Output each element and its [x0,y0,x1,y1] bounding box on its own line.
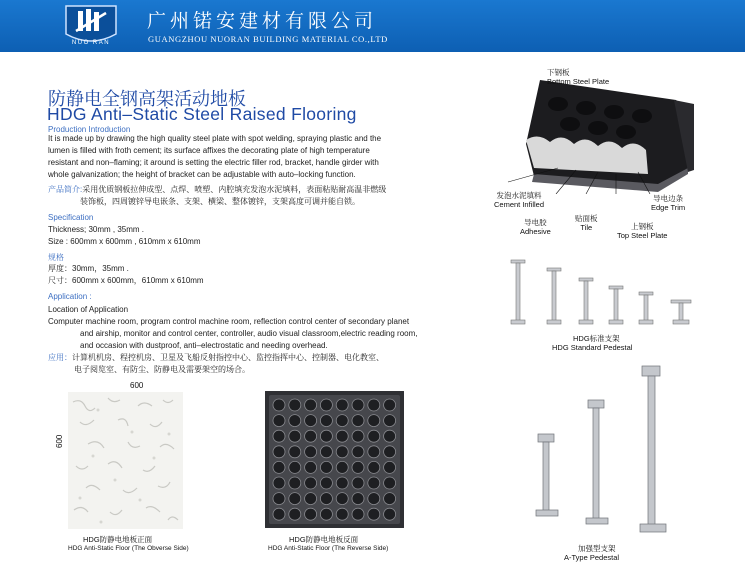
intro-cn-line: 装饰板，四周镀锌导电嵌条、支架、横梁、整体镀锌，支架高度可调并能自锁。 [80,197,360,206]
application-heading: Application : [48,292,92,301]
dimple [336,477,348,489]
dimple [305,508,317,520]
dimple [320,430,332,442]
intro-cn-line: 产品简介:采用优质钢板拉伸成型、点焊、喷塑、内腔填充发泡水泥填料，表面粘贴耐高温非燃级 [48,185,387,194]
dimple [384,430,396,442]
application-cn-line: 电子阅览室、有防尘、防静电及需要架空的场合。 [74,365,250,374]
dimple [368,461,380,473]
company-name-cn: 广州锘安建材有限公司 [147,10,378,32]
cement-label: 发泡水泥填料 Cement Infilled [494,191,545,209]
dimple [352,430,364,442]
spec-line: Thickness; 30mm , 35mm . [48,225,145,234]
intro-line: lumen is filled with froth cement; its surface affixes the decorating plate of high temperature [48,146,370,155]
dimple [320,446,332,458]
edge-trim-label: 导电边条 Edge Trim [651,194,686,212]
dimple [336,446,348,458]
intro-line: It is made up by drawing the high quality steel plate with spot welding, spraying plastic and the [48,134,382,143]
spec-cn-heading: 规格 [48,253,64,262]
dimple [352,446,364,458]
application-cn-label: 应用： [48,353,72,362]
dimple [273,508,285,520]
dimple [368,508,380,520]
dimple [352,477,364,489]
dimple [384,461,396,473]
spec-line: Size : 600mm x 600mm , 610mm x 610mm [48,237,201,246]
spec-heading: Specification [48,213,94,222]
dimple [384,477,396,489]
dimple [305,461,317,473]
a-type-pedestals-image [530,362,690,542]
dimple [289,461,301,473]
top-plate-label: 上钢板 Top Steel Plate [617,222,668,240]
dimple [273,399,285,411]
product-title-cn: 防静电全钢高架活动地板 [48,89,246,110]
dimple [368,415,380,427]
dimple [384,508,396,520]
dimple [384,415,396,427]
dimple [273,477,285,489]
dimple [384,399,396,411]
tile-reverse-caption-en: HDG Anti-Static Floor (The Reverse Side) [268,545,389,552]
tile-obverse-image [68,392,183,529]
standard-pedestals-image [505,258,705,330]
dimple [273,461,285,473]
application-line: and airship, monitor and control center, controller, audio visual classroom,electric reading room, [80,329,418,338]
dimple [336,415,348,427]
a-type-pedestal-caption-cn: 加强型支架 [578,544,616,553]
application-line: Computer machine room, program control machine room, reflection control center of secondary planet [48,317,410,326]
dimple [305,477,317,489]
dimple [368,477,380,489]
intro-line: resistant and non–flaming; it around is setting the electric filler rod, bracket, handle girder with [48,158,379,167]
dimple [289,415,301,427]
dimple [289,446,301,458]
dimple [336,430,348,442]
dimple [305,430,317,442]
header-banner [0,0,745,52]
dimple [384,493,396,505]
dimple [352,399,364,411]
dimple [336,399,348,411]
dimple [320,508,332,520]
dimple [289,493,301,505]
dimple [273,493,285,505]
application-line: Location of Application [48,305,129,314]
tile-obverse-caption-en: HDG Anti-Static Floor (The Obverse Side) [68,545,189,552]
tile-label: 贴面板 Tile [575,214,598,232]
dimple [273,415,285,427]
dimple [320,399,332,411]
company-logo [58,4,124,48]
dimple [273,430,285,442]
dimple [368,430,380,442]
dimple [320,461,332,473]
dimple [336,508,348,520]
intro-heading: Production Introduction [48,125,131,134]
spec-cn-line: 尺寸：600mm x 600mm，610mm x 610mm [48,276,204,285]
dimple [320,477,332,489]
dimple [305,493,317,505]
dimple [305,446,317,458]
dimple [336,493,348,505]
tile-reverse-image [265,391,404,528]
dimple [368,399,380,411]
dimple [368,446,380,458]
tile-width-label: 600 [130,381,144,390]
application-line: and occasion with dustproof, anti–electrostatic and needing overhead. [80,341,328,350]
standard-pedestal-caption-en: HDG Standard Pedestal [552,343,633,352]
intro-cn-label: 产品简介: [48,185,83,194]
dimple [289,430,301,442]
dimple [289,508,301,520]
product-title-en: HDG Anti–Static Steel Raised Flooring [47,104,357,124]
dimple [273,446,285,458]
standard-pedestal-caption-cn: HDG标准支架 [573,334,620,343]
floor-cross-section-image [498,74,698,194]
dimple [320,493,332,505]
dimple [289,399,301,411]
spec-cn-line: 厚度：30mm，35mm . [48,264,129,273]
dimple [305,415,317,427]
dimple [352,415,364,427]
dimple [384,446,396,458]
dimple [289,477,301,489]
tile-height-label: 600 [55,434,64,448]
logo-text: NUO RAN [71,40,111,46]
dimple [352,508,364,520]
intro-line: whole galvanization; the height of bracket can be adjustable with auto–locking function. [48,170,356,179]
a-type-pedestal-caption-en: A-Type Pedestal [564,553,620,562]
dimple [336,461,348,473]
dimple [352,493,364,505]
company-name-en: GUANGZHOU NUORAN BUILDING MATERIAL CO.,LTD [148,34,388,44]
dimple [368,493,380,505]
adhesive-label: 导电胶 Adhesive [520,218,551,236]
dimple [305,399,317,411]
tile-obverse-caption-cn: HDG防静电地板正面 [83,535,153,544]
dimple [320,415,332,427]
dimple [352,461,364,473]
application-cn-line: 应用：计算机机房、程控机房、卫星及飞船反射指控中心、监控指挥中心、控制器、电化教室、 [48,353,384,362]
bottom-plate-label: 下钢板 Bottom Steel Plate [547,68,610,86]
tile-reverse-caption-cn: HDG防静电地板反面 [289,535,359,544]
